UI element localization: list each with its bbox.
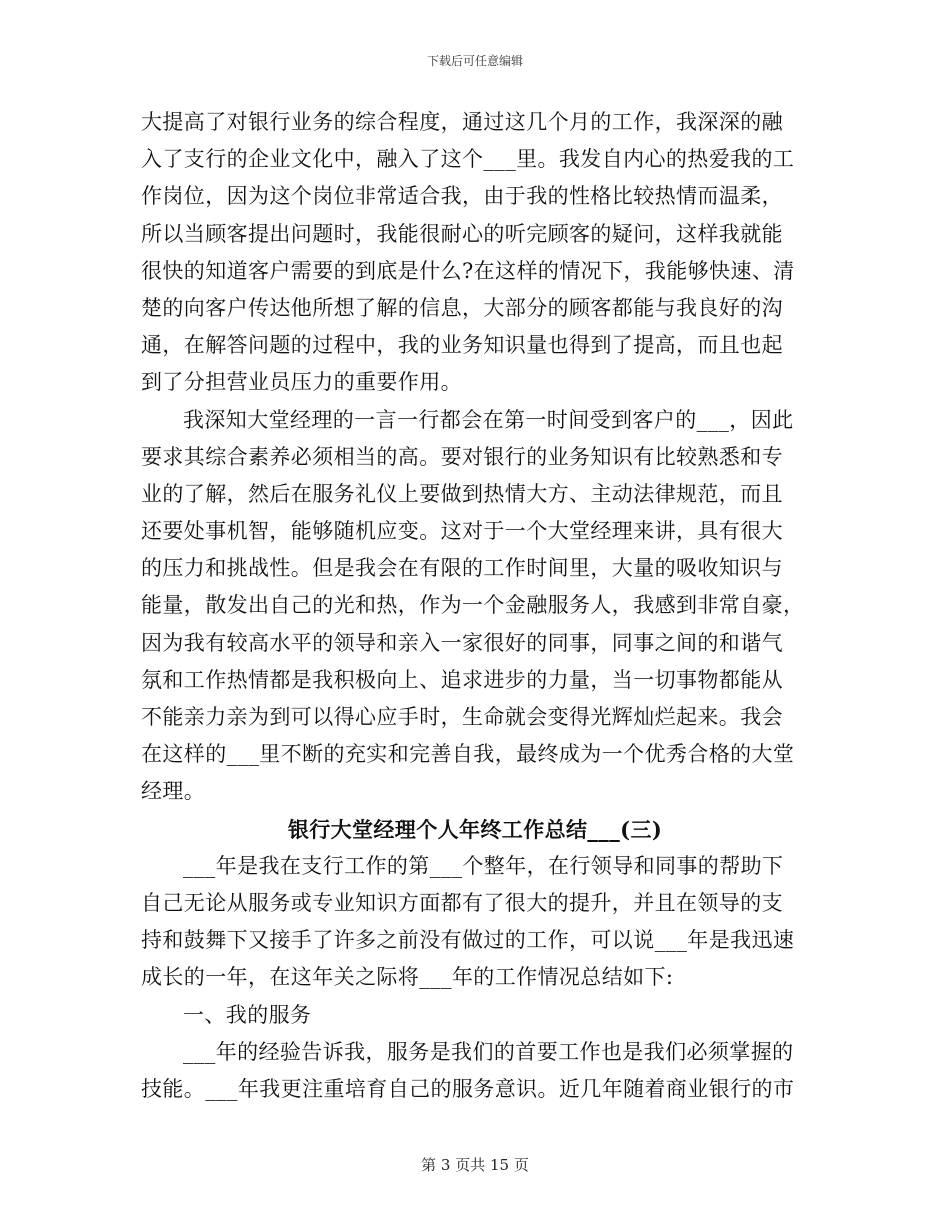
text-line: 通，在解答问题的过程中，我的业务知识量也得到了提高，而且也起 [141,333,783,358]
text-line: 很快的知道客户需要的到底是什么?在这样的情况下，我能够快速、清 [141,258,795,283]
text-line: 氛和工作热情都是我积极向上、追求进步的力量，当一切事物都能从 [141,667,783,692]
text-line: 作岗位，因为这个岗位非常适合我，由于我的性格比较热情而温柔， [141,184,783,209]
text-line: 的压力和挑战性。但是我会在有限的工作时间里，大量的吸收知识与 [141,556,783,581]
paragraph-block [141,848,809,1108]
text-line: 一、我的服务 [183,1002,312,1027]
text-line: 持和鼓舞下又接手了许多之前没有做过的工作，可以说___年是我迅速 [141,928,795,953]
text-line: 经理。 [141,779,206,804]
text-line: ___年是我在支行工作的第___个整年，在行领导和同事的帮助下 [183,853,784,878]
document-body [141,104,809,1108]
text-line: 我深知大堂经理的一言一行都会在第一时间受到客户的___，因此 [183,407,794,432]
page-footer: 第 3 页共 15 页 [421,1156,529,1174]
text-line: 到了分担营业员压力的重要作用。 [141,370,462,395]
header-note: 下载后可任意编辑 [426,54,523,68]
text-line: 所以当顾客提出问题时，我能很耐心的听完顾客的疑问，这样我就能 [141,221,783,246]
text-line: 还要处事机智，能够随机应变。这对于一个大堂经理来讲，具有很大 [141,519,783,544]
text-line: 能量，散发出自己的光和热，作为一个金融服务人，我感到非常自豪， [141,593,805,618]
text-line: 自己无论从服务或专业知识方面都有了很大的提升，并且在领导的支 [141,890,783,915]
paragraph-block [141,104,809,811]
text-line: 业的了解，然后在服务礼仪上要做到热情大方、主动法律规范，而且 [141,481,783,506]
text-line: 入了支行的企业文化中，融入了这个___里。我发自内心的热爱我的工 [141,147,795,172]
text-line: 因为我有较高水平的领导和亲入一家很好的同事，同事之间的和谐气 [141,630,783,655]
text-line: 楚的向客户传达他所想了解的信息，大部分的顾客都能与我良好的沟 [141,295,783,320]
text-line: 大提高了对银行业务的综合程度，通过这几个月的工作，我深深的融 [141,110,783,134]
text-line: 不能亲力亲为到可以得心应手时，生命就会变得光辉灿烂起来。我会 [141,705,783,729]
text-line: 技能。___年我更注重培育自己的服务意识。近几年随着商业银行的市 [141,1076,795,1101]
section-title: 银行大堂经理个人年终工作总结___(三) [287,816,663,842]
text-line: 在这样的___里不断的充实和完善自我，最终成为一个优秀合格的大堂 [141,742,795,767]
text-line: ___年的经验告诉我，服务是我们的首要工作也是我们必须掌握的 [183,1039,794,1064]
text-line: 成长的一年，在这年关之际将___年的工作情况总结如下: [141,965,674,990]
text-line: 要求其综合素养必须相当的高。要对银行的业务知识有比较熟悉和专 [141,444,783,469]
